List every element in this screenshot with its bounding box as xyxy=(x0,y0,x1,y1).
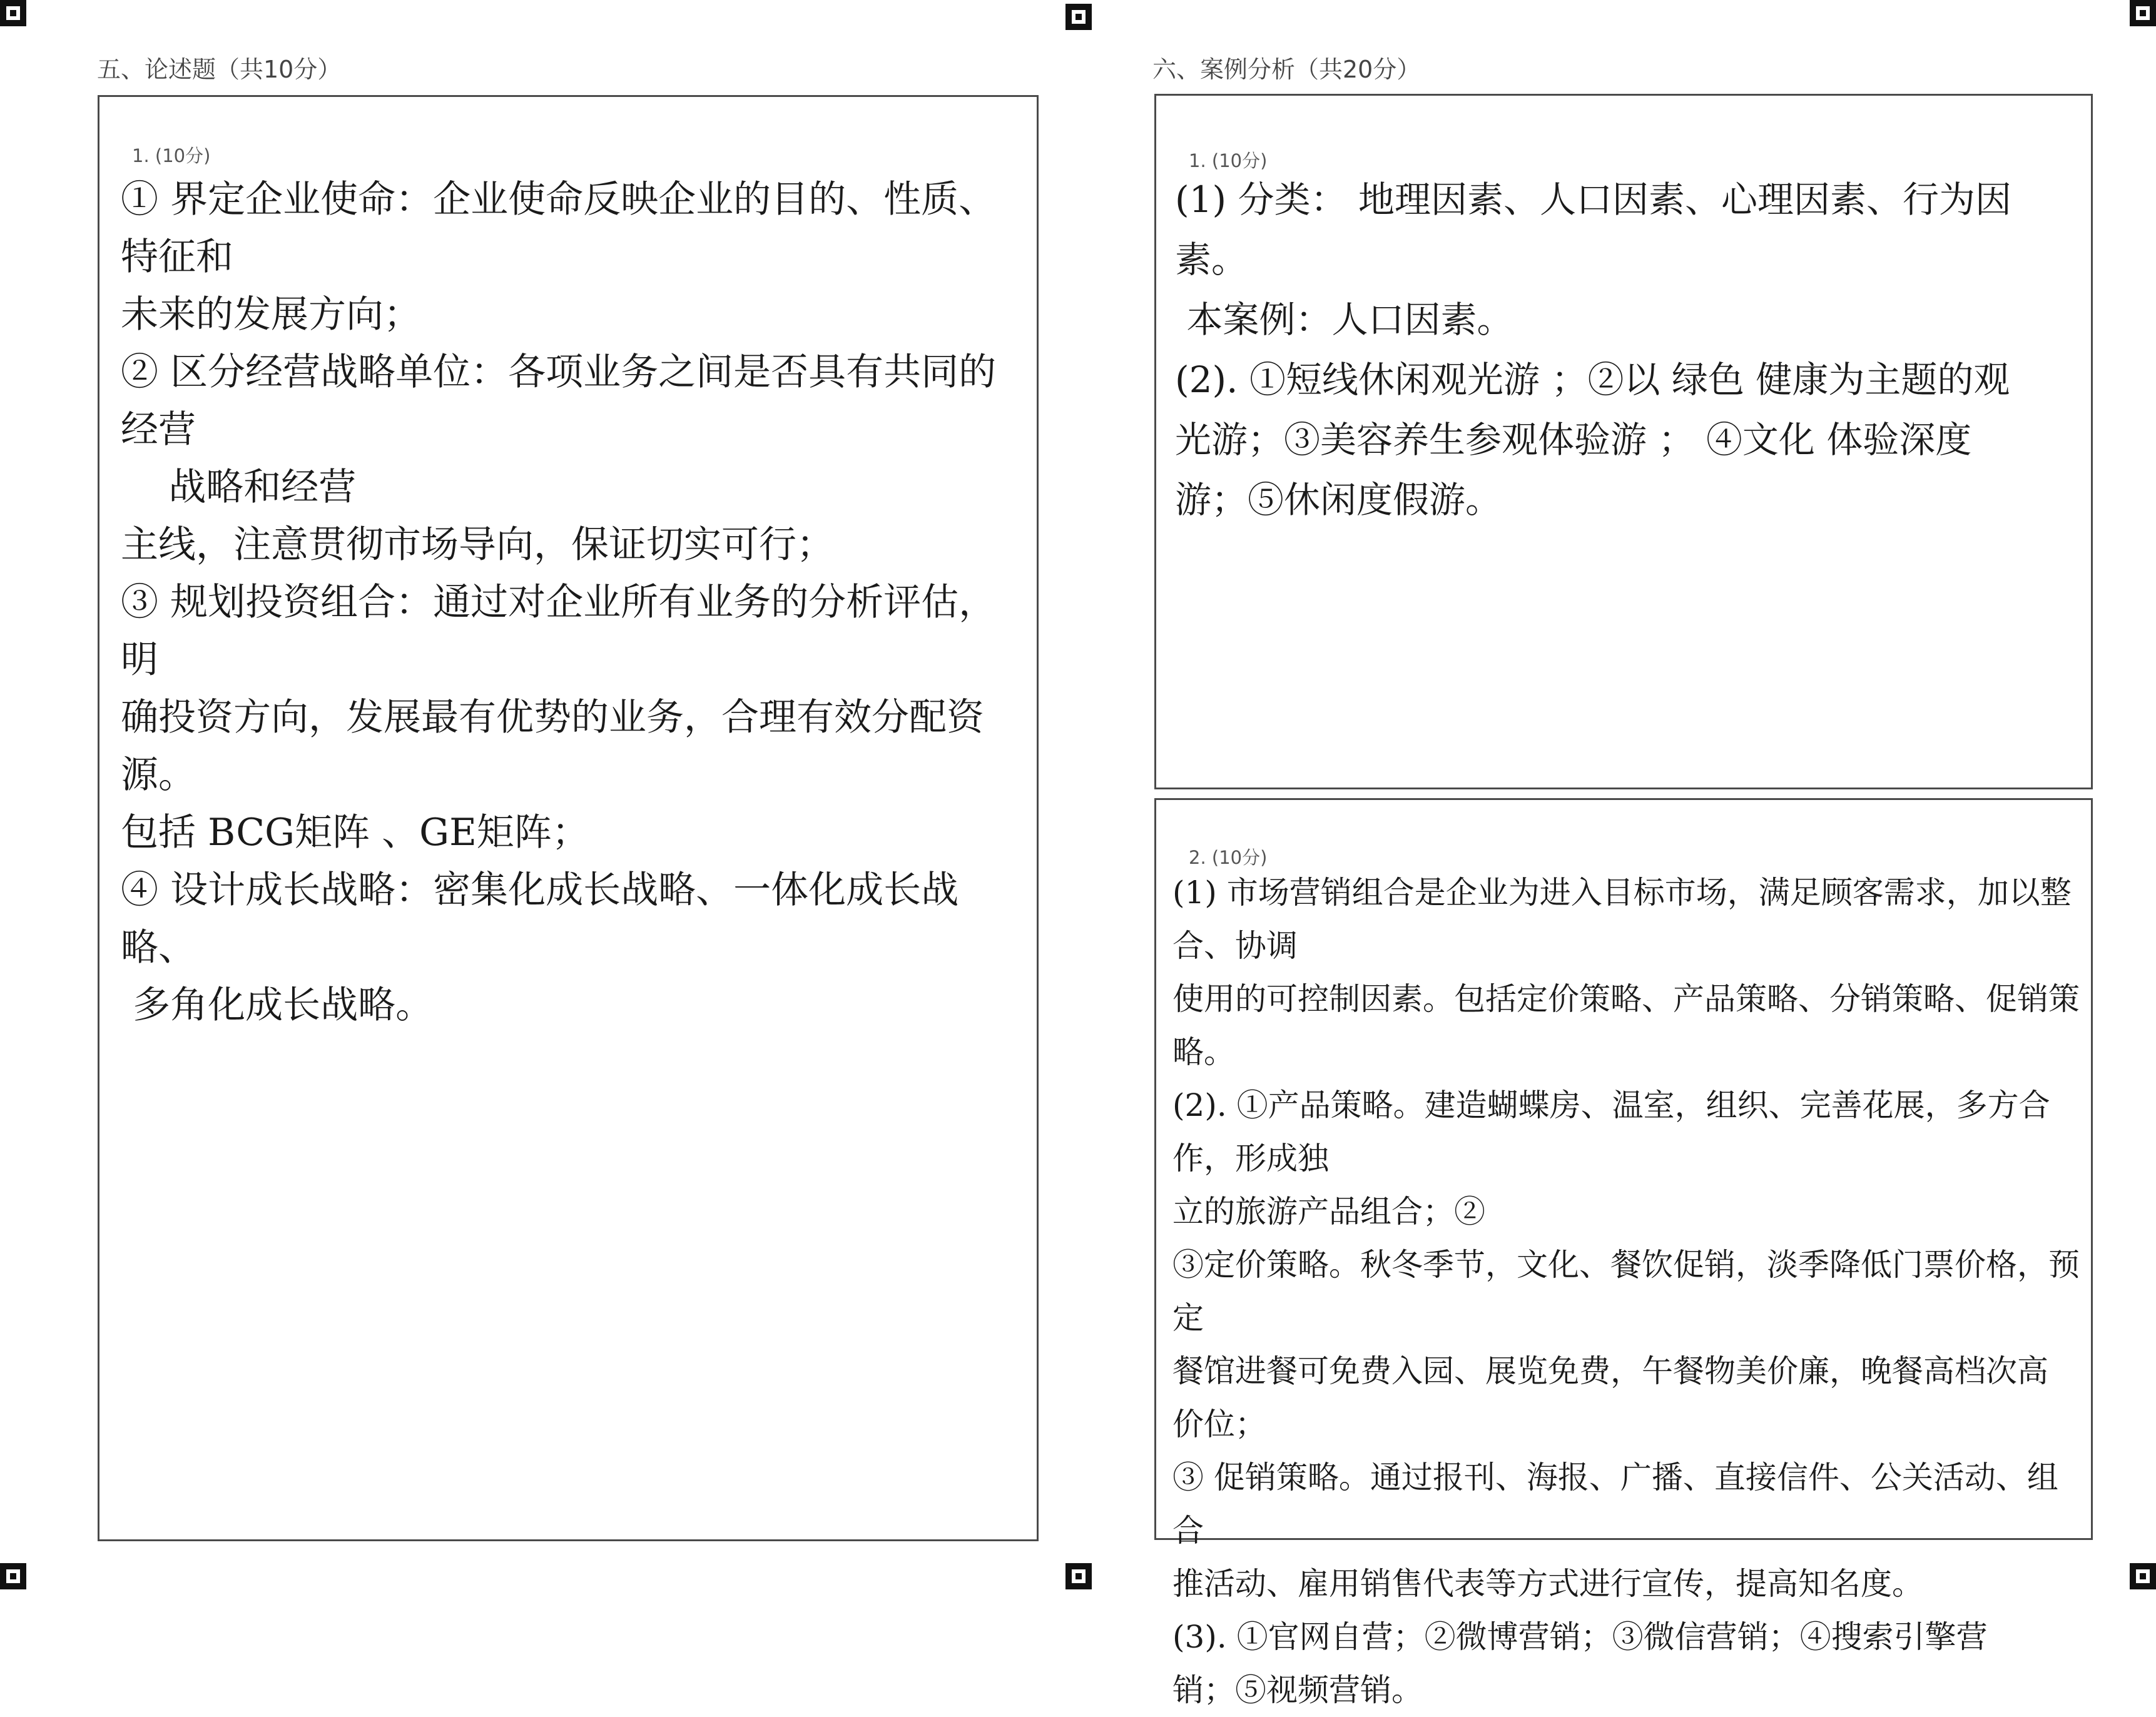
answer-box-essay-q1 xyxy=(98,95,1039,1541)
scan-marker-top-right xyxy=(2130,0,2156,26)
question-label: 1. (10分) xyxy=(132,145,211,166)
answer-box-case-q2 xyxy=(1154,798,2093,1708)
handwritten-answer: (1) 分类： 地理因素、人口因素、心理因素、行为因素。 本案例：人口因素。 (2). ①短线休闲观光游 ；②以 绿色 健康为主题的观 光游；③美容养生参观体验游 ； ④文化 体验深度 游；⑤休闲度假游。 xyxy=(1175,178,2012,521)
scan-marker-top-center xyxy=(1065,4,1092,30)
scan-marker-bottom-left xyxy=(0,1563,26,1589)
scan-marker-bottom-right xyxy=(2130,1563,2156,1589)
scan-marker-bottom-center xyxy=(1065,1563,1092,1589)
scan-marker-top-left xyxy=(0,0,26,26)
question-label: 2. (10分) xyxy=(1189,847,1268,868)
handwritten-answer: ① 界定企业使命：企业使命反映企业的目的、性质、特征和 未来的发展方向； ② 区分经营战略单位：各项业务之间是否具有共同的经营 战略和经营 主线，注意贯彻市场导向，保证切实可行； ③ 规划投资组合：通过对企业所有业务的分析评估，明 确投资方向，发展最有优势的业务，合理有效分配资源。 包括 BCG矩阵 、GE矩阵； ④ 设计成长战略：密集化成长战略、一体化成长战略、 多角化成长战略。 xyxy=(121,178,997,1027)
handwritten-answer: (1) 市场营销组合是企业为进入目标市场，满足顾客需求，加以整合、协调 使用的可控制因素。包括定价策略、产品策略、分销策略、促销策略。 (2). ①产品策略。建造蝴蝶房、温室，组织、完善花展，多方合作，形成独 立的旅游产品组合；② ③定价策略。秋冬季节，文化、餐饮促销，淡季降低门票价格，预定 餐馆进餐可免费入园、展览免费，午餐物美价廉，晚餐高档次高 价位； ③ 促销策略。通过报刊、海报、广播、直接信件、公关活动、组合 推活动、雇用销售代表等方式进行宣传，提高知名度。 (3). ①官网自营；②微博营销；③微信营销；④搜索引擎营 销；⑤视频营销。 xyxy=(1172,874,2080,1708)
section-title-case-analysis: 六、案例分析（共20分） xyxy=(1152,56,1421,83)
section-title-essay: 五、论述题（共10分） xyxy=(97,56,342,83)
answer-box-case-q1 xyxy=(1154,94,2093,789)
question-label: 1. (10分) xyxy=(1189,150,1268,171)
